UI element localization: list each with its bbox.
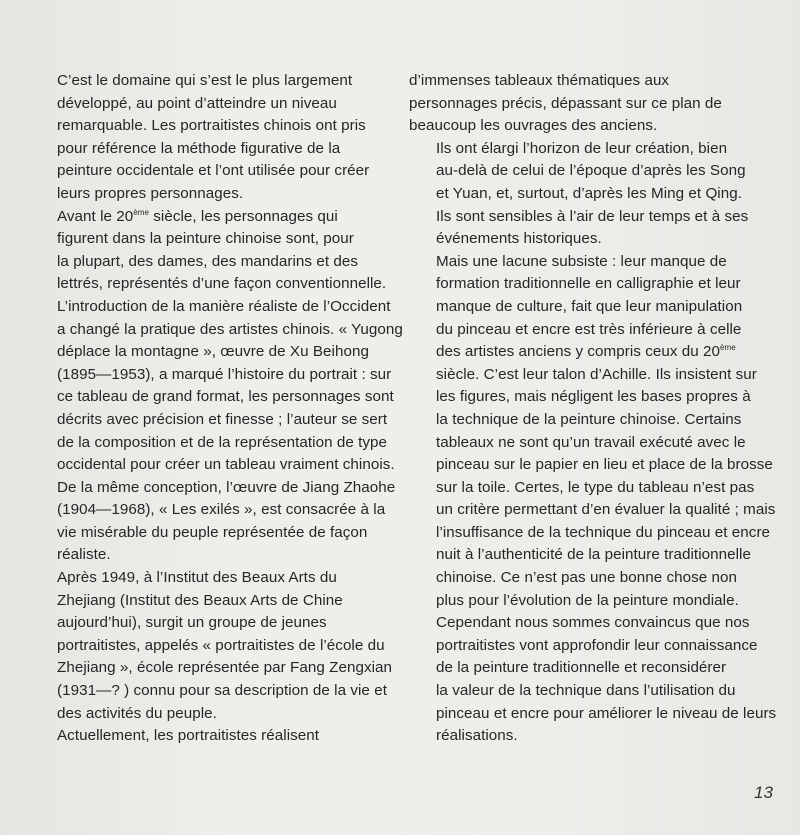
text-line: aujourd’hui), surgit un groupe de jeunes: [57, 614, 327, 632]
text-line: Ils sont sensibles à l’air de leur temps et à ses: [436, 207, 749, 225]
text-line: [409, 341, 764, 364]
text-line: événements historiques.: [436, 230, 602, 248]
text-line: lettrés, représentés d’une façon conventionnelle.: [57, 275, 387, 293]
text-line: déplace la montagne », œuvre de Xu Beihong: [57, 343, 369, 361]
superscript: ème: [720, 343, 736, 353]
text-line: peinture occidentale et l’ont utilisée pour créer: [57, 162, 370, 180]
text-line: portraitistes vont approfondir leur connaissance: [436, 636, 758, 654]
text-line: d’immenses tableaux thématiques aux: [409, 72, 670, 89]
text-line: formation traditionnelle en calligraphie et leur: [436, 275, 741, 293]
text-line: l’insuffisance de la technique du pinceau et encre: [436, 523, 771, 541]
text-line: Zhejiang (Institut des Beaux Arts de Chine: [57, 591, 343, 609]
text-line: pinceau et encre pour améliorer le niveau de leurs: [436, 704, 777, 722]
text-line: réalisations.: [436, 727, 518, 745]
paragraph-right-2: [409, 138, 764, 251]
text-line: Cependant nous sommes convaincus que nos: [436, 614, 750, 632]
text-line: et Yuan, et, surtout, d’après les Ming et Qing.: [436, 184, 742, 202]
text-line: a changé la pratique des artistes chinois. « Yugong: [57, 320, 403, 338]
page-number: 13: [754, 783, 773, 802]
text-line: décrits avec précision et finesse ; l’auteur se sert: [57, 410, 388, 428]
text-line: au-delà de celui de l’époque d’après les Song: [436, 162, 746, 180]
paragraph-right-1: [409, 70, 764, 138]
text-line: la valeur de la technique dans l’utilisation du: [436, 682, 736, 700]
text-line: [30, 206, 380, 229]
text-line: réaliste.: [57, 546, 111, 564]
text-fragment: des artistes anciens y compris ceux du 20: [436, 343, 720, 361]
text-line: pinceau sur le papier en lieu et place de la brosse: [436, 456, 773, 474]
paragraph-left-4: [30, 725, 380, 748]
text-line: de la composition et de la représentation de type: [57, 433, 388, 451]
text-line: (1931—? ) connu pour sa description de la vie et: [57, 682, 387, 700]
text-line: personnages précis, dépassant sur ce plan de: [409, 94, 722, 112]
paragraph-right-3: [409, 251, 777, 748]
text-line: Ils ont élargi l’horizon de leur création, bien: [436, 139, 728, 157]
text-line: beaucoup les ouvrages des anciens.: [409, 117, 658, 135]
text-line: tableaux ne sont qu’un travail exécuté avec le: [436, 433, 746, 451]
text-line: (1904—1968), « Les exilés », est consacrée à la: [57, 501, 386, 519]
superscript: ème: [133, 207, 149, 217]
text-line: les figures, mais négligent les bases propres à: [436, 388, 751, 406]
text-line: siècle. C’est leur talon d’Achille. Ils insistent sur: [436, 365, 757, 383]
text-line: portraitistes, appelés « portraitistes de l’école du: [57, 636, 385, 654]
text-line: chinoise. Ce n’est pas une bonne chose non: [436, 569, 737, 587]
text-line: L’introduction de la manière réaliste de l’Occident: [57, 297, 391, 315]
text-line: développé, au point d’atteindre un niveau: [57, 94, 337, 112]
paragraph-left-1: [30, 70, 380, 206]
text-line: vie misérable du peuple représentée de façon: [57, 523, 368, 541]
text-line: occidental pour créer un tableau vraiment chinois.: [57, 456, 395, 474]
text-line: manque de culture, fait que leur manipulation: [436, 297, 743, 315]
text-line: remarquable. Les portraitistes chinois ont pris: [57, 117, 366, 135]
paragraph-left-2: [30, 206, 403, 568]
text-line: Actuellement, les portraitistes réalisent: [57, 727, 320, 745]
text-line: figurent dans la peinture chinoise sont, pour: [57, 230, 354, 248]
text-line: plus pour l’évolution de la peinture mondiale.: [436, 591, 739, 609]
text-line: la technique de la peinture chinoise. Certains: [436, 410, 742, 428]
text-fragment: siècle, les personnages qui: [148, 207, 338, 225]
paragraph-left-3: [30, 567, 392, 725]
text-line: un critère permettant d’en évaluer la qualité ; mais: [436, 501, 776, 519]
text-line: C’est le domaine qui s’est le plus largement: [57, 72, 353, 89]
text-line: sur la toile. Certes, le type du tableau n’est pas: [436, 478, 755, 496]
text-line: Après 1949, à l’Institut des Beaux Arts du: [57, 569, 337, 587]
text-line: De la même conception, l’œuvre de Jiang Zhaohe: [57, 478, 396, 496]
text-line: (1895—1953), a marqué l’histoire du portrait : sur: [57, 365, 392, 383]
text-line: pour référence la méthode figurative de la: [57, 139, 341, 157]
text-line: du pinceau et encre est très inférieure à celle: [436, 320, 742, 338]
text-line: Mais une lacune subsiste : leur manque de: [436, 252, 727, 270]
text-fragment: Avant le 20: [57, 207, 134, 225]
text-line: ce tableau de grand format, les personnages sont: [57, 388, 394, 406]
left-column: [30, 70, 403, 748]
text-line: la plupart, des dames, des mandarins et des: [57, 252, 359, 270]
text-line: de la peinture traditionnelle et reconsidérer: [436, 659, 727, 677]
text-line: leurs propres personnages.: [57, 184, 244, 202]
text-line: nuit à l’authenticité de la peinture traditionnelle: [436, 546, 751, 564]
text-line: des activités du peuple.: [57, 704, 217, 722]
right-column: [409, 70, 777, 748]
text-line: Zhejiang », école représentée par Fang Zengxian: [57, 659, 392, 677]
